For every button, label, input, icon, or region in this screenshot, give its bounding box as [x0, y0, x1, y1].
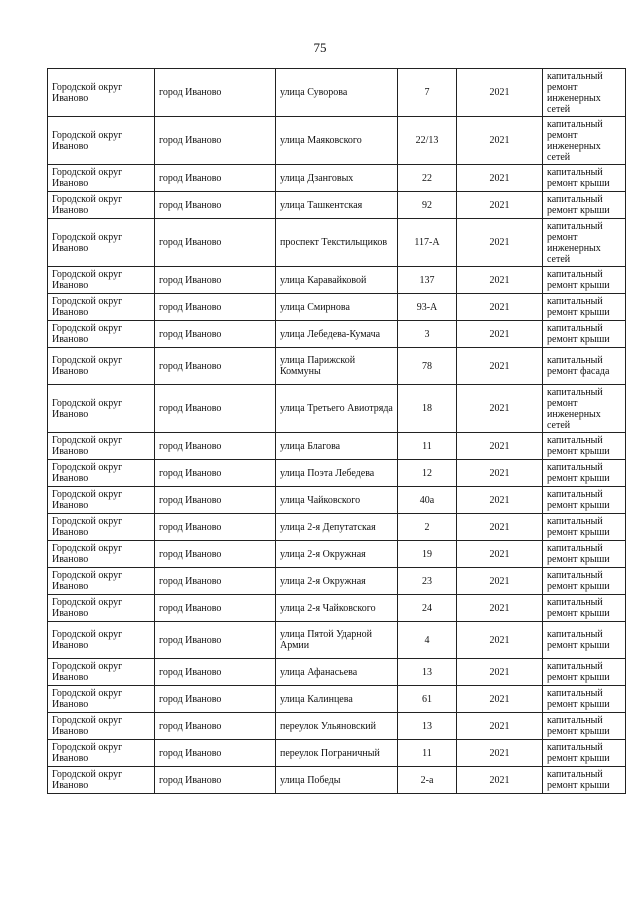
street-cell: переулок Пограничный — [276, 740, 398, 767]
street-cell: улица Афанасьева — [276, 659, 398, 686]
work-type-cell: капитальный ремонт крыши — [543, 433, 626, 460]
table-body — [48, 69, 626, 794]
year-cell: 2021 — [457, 487, 543, 514]
house-number-cell: 4 — [398, 622, 457, 659]
house-number-cell: 11 — [398, 433, 457, 460]
year-cell: 2021 — [457, 192, 543, 219]
city-cell: город Иваново — [155, 460, 276, 487]
city-cell: город Иваново — [155, 433, 276, 460]
municipality-cell: Городской округ Иваново — [48, 622, 155, 659]
street-cell: улица 2-я Депутатская — [276, 514, 398, 541]
city-cell: город Иваново — [155, 595, 276, 622]
year-cell: 2021 — [457, 568, 543, 595]
city-cell: город Иваново — [155, 541, 276, 568]
house-number-cell: 22 — [398, 165, 457, 192]
house-number-cell: 13 — [398, 713, 457, 740]
city-cell: город Иваново — [155, 385, 276, 433]
year-cell: 2021 — [457, 460, 543, 487]
city-cell: город Иваново — [155, 568, 276, 595]
year-cell: 2021 — [457, 385, 543, 433]
house-number-cell: 11 — [398, 740, 457, 767]
table-row — [48, 713, 626, 740]
street-cell: улица Лебедева-Кумача — [276, 321, 398, 348]
work-type-cell: капитальный ремонт крыши — [543, 659, 626, 686]
municipality-cell: Городской округ Иваново — [48, 659, 155, 686]
city-cell: город Иваново — [155, 622, 276, 659]
street-cell: переулок Ульяновский — [276, 713, 398, 740]
year-cell: 2021 — [457, 165, 543, 192]
work-type-cell: капитальный ремонт крыши — [543, 192, 626, 219]
table-row — [48, 568, 626, 595]
city-cell: город Иваново — [155, 487, 276, 514]
year-cell: 2021 — [457, 219, 543, 267]
city-cell: город Иваново — [155, 514, 276, 541]
city-cell: город Иваново — [155, 348, 276, 385]
work-type-cell: капитальный ремонт инженерных сетей — [543, 385, 626, 433]
house-number-cell: 3 — [398, 321, 457, 348]
street-cell: улица Победы — [276, 767, 398, 794]
table-row — [48, 740, 626, 767]
street-cell: улица Суворова — [276, 69, 398, 117]
street-cell: улица 2-я Окружная — [276, 541, 398, 568]
city-cell: город Иваново — [155, 267, 276, 294]
municipality-cell: Городской округ Иваново — [48, 294, 155, 321]
street-cell: улица Парижской Коммуны — [276, 348, 398, 385]
year-cell: 2021 — [457, 541, 543, 568]
house-number-cell: 2 — [398, 514, 457, 541]
municipality-cell: Городской округ Иваново — [48, 487, 155, 514]
table-row — [48, 321, 626, 348]
table-row — [48, 659, 626, 686]
city-cell: город Иваново — [155, 69, 276, 117]
house-number-cell: 18 — [398, 385, 457, 433]
work-type-cell: капитальный ремонт крыши — [543, 713, 626, 740]
house-number-cell: 40а — [398, 487, 457, 514]
street-cell: улица Пятой Ударной Армии — [276, 622, 398, 659]
year-cell: 2021 — [457, 686, 543, 713]
house-number-cell: 24 — [398, 595, 457, 622]
work-type-cell: капитальный ремонт инженерных сетей — [543, 117, 626, 165]
municipality-cell: Городской округ Иваново — [48, 165, 155, 192]
street-cell: улица Ташкентская — [276, 192, 398, 219]
table-row — [48, 165, 626, 192]
municipality-cell: Городской округ Иваново — [48, 514, 155, 541]
street-cell: улица Смирнова — [276, 294, 398, 321]
house-number-cell: 7 — [398, 69, 457, 117]
municipality-cell: Городской округ Иваново — [48, 460, 155, 487]
house-number-cell: 23 — [398, 568, 457, 595]
work-type-cell: капитальный ремонт крыши — [543, 165, 626, 192]
municipality-cell: Городской округ Иваново — [48, 69, 155, 117]
table-row — [48, 117, 626, 165]
street-cell: улица 2-я Чайковского — [276, 595, 398, 622]
house-number-cell: 93-А — [398, 294, 457, 321]
year-cell: 2021 — [457, 69, 543, 117]
street-cell: улица 2-я Окружная — [276, 568, 398, 595]
page-number: 75 — [313, 40, 327, 55]
table-row — [48, 433, 626, 460]
table-row — [48, 348, 626, 385]
work-type-cell: капитальный ремонт крыши — [543, 514, 626, 541]
street-cell: улица Калинцева — [276, 686, 398, 713]
city-cell: город Иваново — [155, 192, 276, 219]
street-cell: улица Третьего Авиотряда — [276, 385, 398, 433]
year-cell: 2021 — [457, 117, 543, 165]
work-type-cell: капитальный ремонт фасада — [543, 348, 626, 385]
city-cell: город Иваново — [155, 165, 276, 192]
table-row — [48, 192, 626, 219]
municipality-cell: Городской округ Иваново — [48, 767, 155, 794]
house-number-cell: 92 — [398, 192, 457, 219]
municipality-cell: Городской округ Иваново — [48, 541, 155, 568]
work-type-cell: капитальный ремонт крыши — [543, 487, 626, 514]
street-cell: улица Каравайковой — [276, 267, 398, 294]
work-type-cell: капитальный ремонт крыши — [543, 740, 626, 767]
table-row — [48, 69, 626, 117]
work-type-cell: капитальный ремонт крыши — [543, 294, 626, 321]
municipality-cell: Городской округ Иваново — [48, 595, 155, 622]
municipality-cell: Городской округ Иваново — [48, 348, 155, 385]
house-number-cell: 137 — [398, 267, 457, 294]
table-row — [48, 595, 626, 622]
table-row — [48, 767, 626, 794]
house-number-cell: 12 — [398, 460, 457, 487]
municipality-cell: Городской округ Иваново — [48, 385, 155, 433]
city-cell: город Иваново — [155, 117, 276, 165]
work-type-cell: капитальный ремонт крыши — [543, 321, 626, 348]
year-cell: 2021 — [457, 348, 543, 385]
work-type-cell: капитальный ремонт крыши — [543, 568, 626, 595]
municipality-cell: Городской округ Иваново — [48, 686, 155, 713]
house-number-cell: 78 — [398, 348, 457, 385]
city-cell: город Иваново — [155, 321, 276, 348]
table-row — [48, 487, 626, 514]
house-number-cell: 13 — [398, 659, 457, 686]
table-row — [48, 686, 626, 713]
table-row — [48, 294, 626, 321]
street-cell: проспект Текстильщиков — [276, 219, 398, 267]
registry-table — [47, 68, 626, 794]
house-number-cell: 117-А — [398, 219, 457, 267]
table-row — [48, 622, 626, 659]
city-cell: город Иваново — [155, 713, 276, 740]
municipality-cell: Городской округ Иваново — [48, 267, 155, 294]
municipality-cell: Городской округ Иваново — [48, 433, 155, 460]
work-type-cell: капитальный ремонт крыши — [543, 460, 626, 487]
municipality-cell: Городской округ Иваново — [48, 219, 155, 267]
city-cell: город Иваново — [155, 219, 276, 267]
year-cell: 2021 — [457, 595, 543, 622]
table-row — [48, 460, 626, 487]
city-cell: город Иваново — [155, 767, 276, 794]
year-cell: 2021 — [457, 267, 543, 294]
street-cell: улица Дзанговых — [276, 165, 398, 192]
work-type-cell: капитальный ремонт крыши — [543, 595, 626, 622]
municipality-cell: Городской округ Иваново — [48, 568, 155, 595]
year-cell: 2021 — [457, 740, 543, 767]
year-cell: 2021 — [457, 321, 543, 348]
house-number-cell: 22/13 — [398, 117, 457, 165]
municipality-cell: Городской округ Иваново — [48, 740, 155, 767]
street-cell: улица Маяковского — [276, 117, 398, 165]
work-type-cell: капитальный ремонт крыши — [543, 767, 626, 794]
year-cell: 2021 — [457, 713, 543, 740]
work-type-cell: капитальный ремонт крыши — [543, 622, 626, 659]
table-row — [48, 514, 626, 541]
work-type-cell: капитальный ремонт крыши — [543, 686, 626, 713]
year-cell: 2021 — [457, 433, 543, 460]
municipality-cell: Городской округ Иваново — [48, 117, 155, 165]
table-row — [48, 385, 626, 433]
work-type-cell: капитальный ремонт инженерных сетей — [543, 219, 626, 267]
municipality-cell: Городской округ Иваново — [48, 192, 155, 219]
year-cell: 2021 — [457, 767, 543, 794]
municipality-cell: Городской округ Иваново — [48, 713, 155, 740]
work-type-cell: капитальный ремонт крыши — [543, 267, 626, 294]
city-cell: город Иваново — [155, 686, 276, 713]
table-row — [48, 541, 626, 568]
table-row — [48, 267, 626, 294]
house-number-cell: 19 — [398, 541, 457, 568]
year-cell: 2021 — [457, 659, 543, 686]
year-cell: 2021 — [457, 622, 543, 659]
work-type-cell: капитальный ремонт инженерных сетей — [543, 69, 626, 117]
table-row — [48, 219, 626, 267]
street-cell: улица Благова — [276, 433, 398, 460]
house-number-cell: 61 — [398, 686, 457, 713]
municipality-cell: Городской округ Иваново — [48, 321, 155, 348]
street-cell: улица Чайковского — [276, 487, 398, 514]
city-cell: город Иваново — [155, 659, 276, 686]
street-cell: улица Поэта Лебедева — [276, 460, 398, 487]
work-type-cell: капитальный ремонт крыши — [543, 541, 626, 568]
house-number-cell: 2-а — [398, 767, 457, 794]
city-cell: город Иваново — [155, 740, 276, 767]
year-cell: 2021 — [457, 294, 543, 321]
year-cell: 2021 — [457, 514, 543, 541]
city-cell: город Иваново — [155, 294, 276, 321]
